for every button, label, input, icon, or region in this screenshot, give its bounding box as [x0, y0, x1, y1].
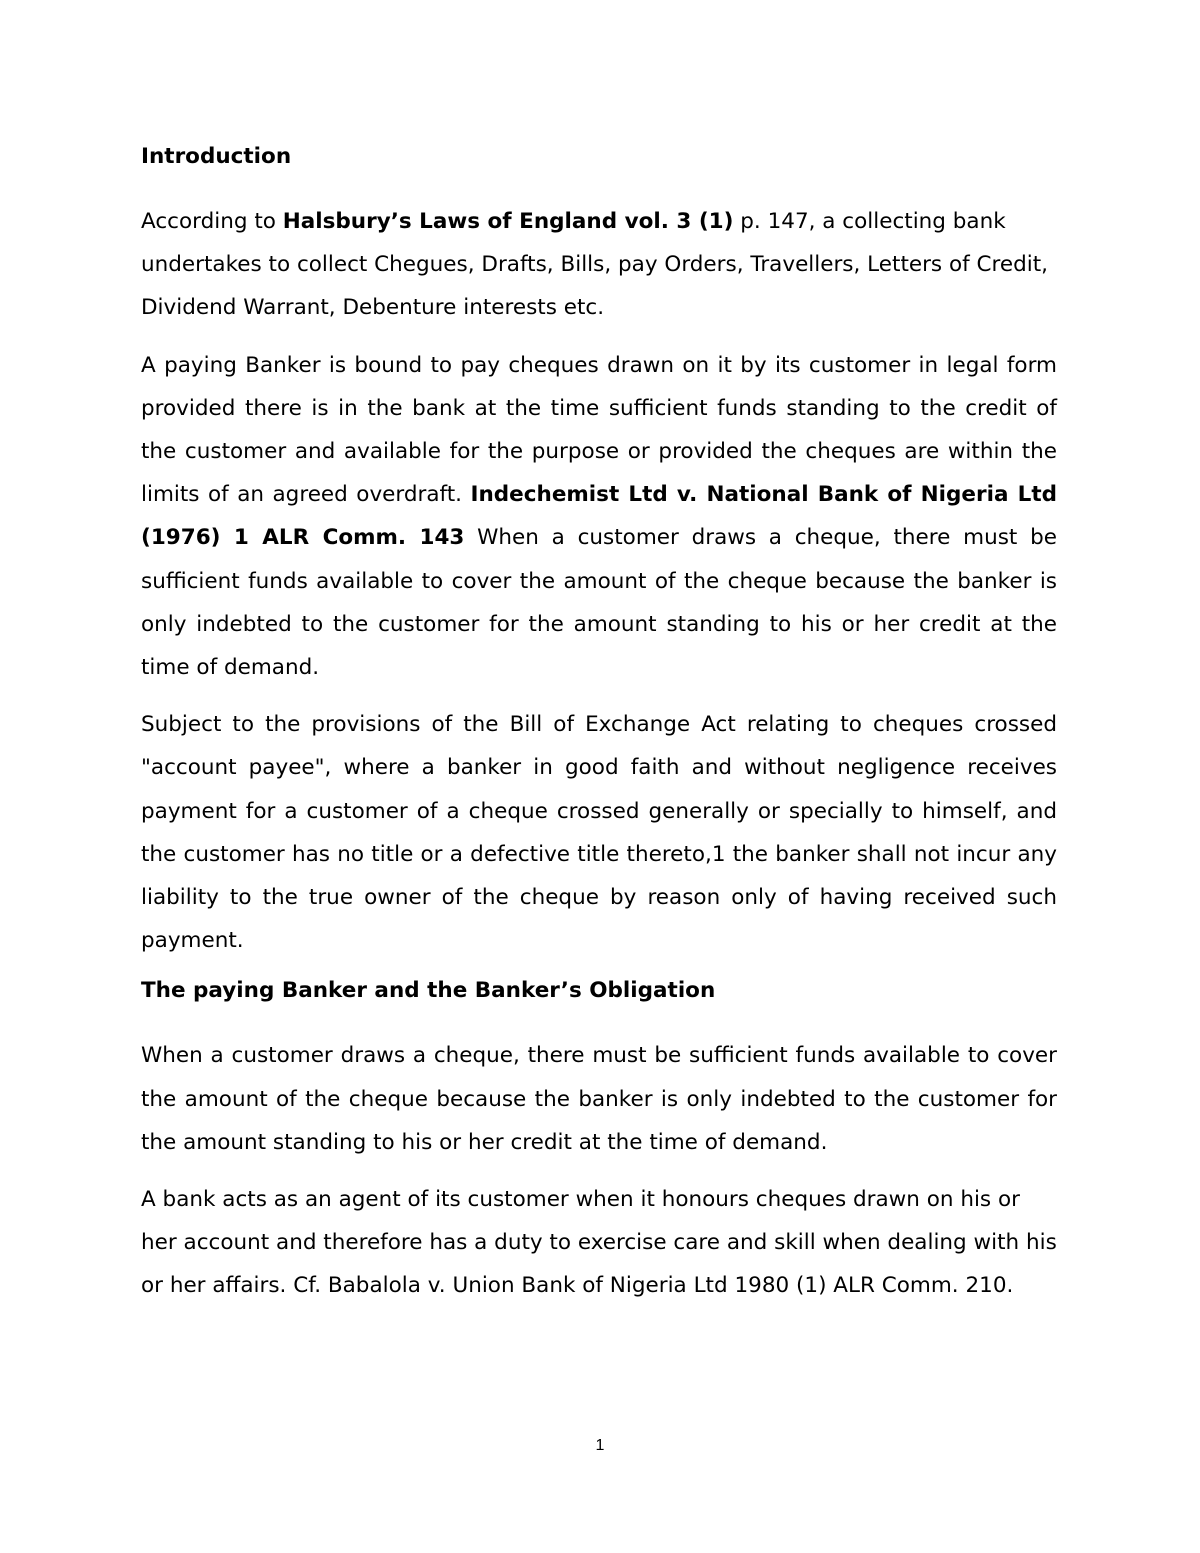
paragraph-paying-banker: [141, 344, 1057, 690]
heading-banker-obligation: The paying Banker and the Banker’s Obligation: [141, 978, 716, 1004]
citation-indechemist: Indechemist Ltd v. National Bank of Nigeria Ltd (1976) 1 ALR Comm. 143: [141, 482, 1057, 551]
paragraph-paying-banker-text: A paying Banker is bound to pay cheques drawn on it by its customer in legal form provided there is in the bank at the time sufficient funds standing to the credit of the customer and available for the purpose or provided the cheques are within the limits of an agreed overdraft.: [141, 352, 1057, 508]
paragraph-sufficient-funds: When a customer draws a cheque, there must be sufficient funds available to cover the amount of the cheque because the banker is only indebted to the customer for the amount standing to his or her credit at the time of demand.: [141, 1043, 1057, 1155]
paragraph-paying-banker-rest: When a customer draws a cheque, there must be sufficient funds available to cover the amount of the cheque because the banker is only indebted to the customer for the amount standing to his or her credit at the time of demand.: [141, 525, 1057, 681]
paragraph-agent-duty: A bank acts as an agent of its customer when it honours cheques drawn on his or her account and therefore has a duty to exercise care and skill when dealing with his or her affairs. Cf. Babalola v. Union Bank of Nigeria Ltd 1980 (1) ALR Comm. 210.: [141, 1187, 1057, 1299]
paragraph-halsbury-rest: p. 147, a collecting bank undertakes to collect Chegues, Drafts, Bills, pay Orders, Travellers, Letters of Credit, Dividend Warrant, Debenture interests etc.: [141, 209, 1049, 321]
page-number: 1: [595, 1437, 605, 1454]
paragraph-halsbury-lead: According to: [141, 209, 283, 234]
citation-halsbury: Halsbury’s Laws of England vol. 3 (1): [282, 209, 734, 234]
heading-introduction: Introduction: [141, 144, 292, 169]
document-body: [141, 142, 1057, 1322]
paragraph-bill-of-exchange: Subject to the provisions of the Bill of Exchange Act relating to cheques crossed "account payee", where a banker in good faith and without negligence receives payment for a customer of a cheque crossed generally or specially to himself, and the customer has no title or a defective title thereto,1 the banker shall not incur any liability to the true owner of the cheque by reason only of having received such payment.: [141, 712, 1057, 954]
paragraph-halsbury: [141, 200, 1057, 330]
